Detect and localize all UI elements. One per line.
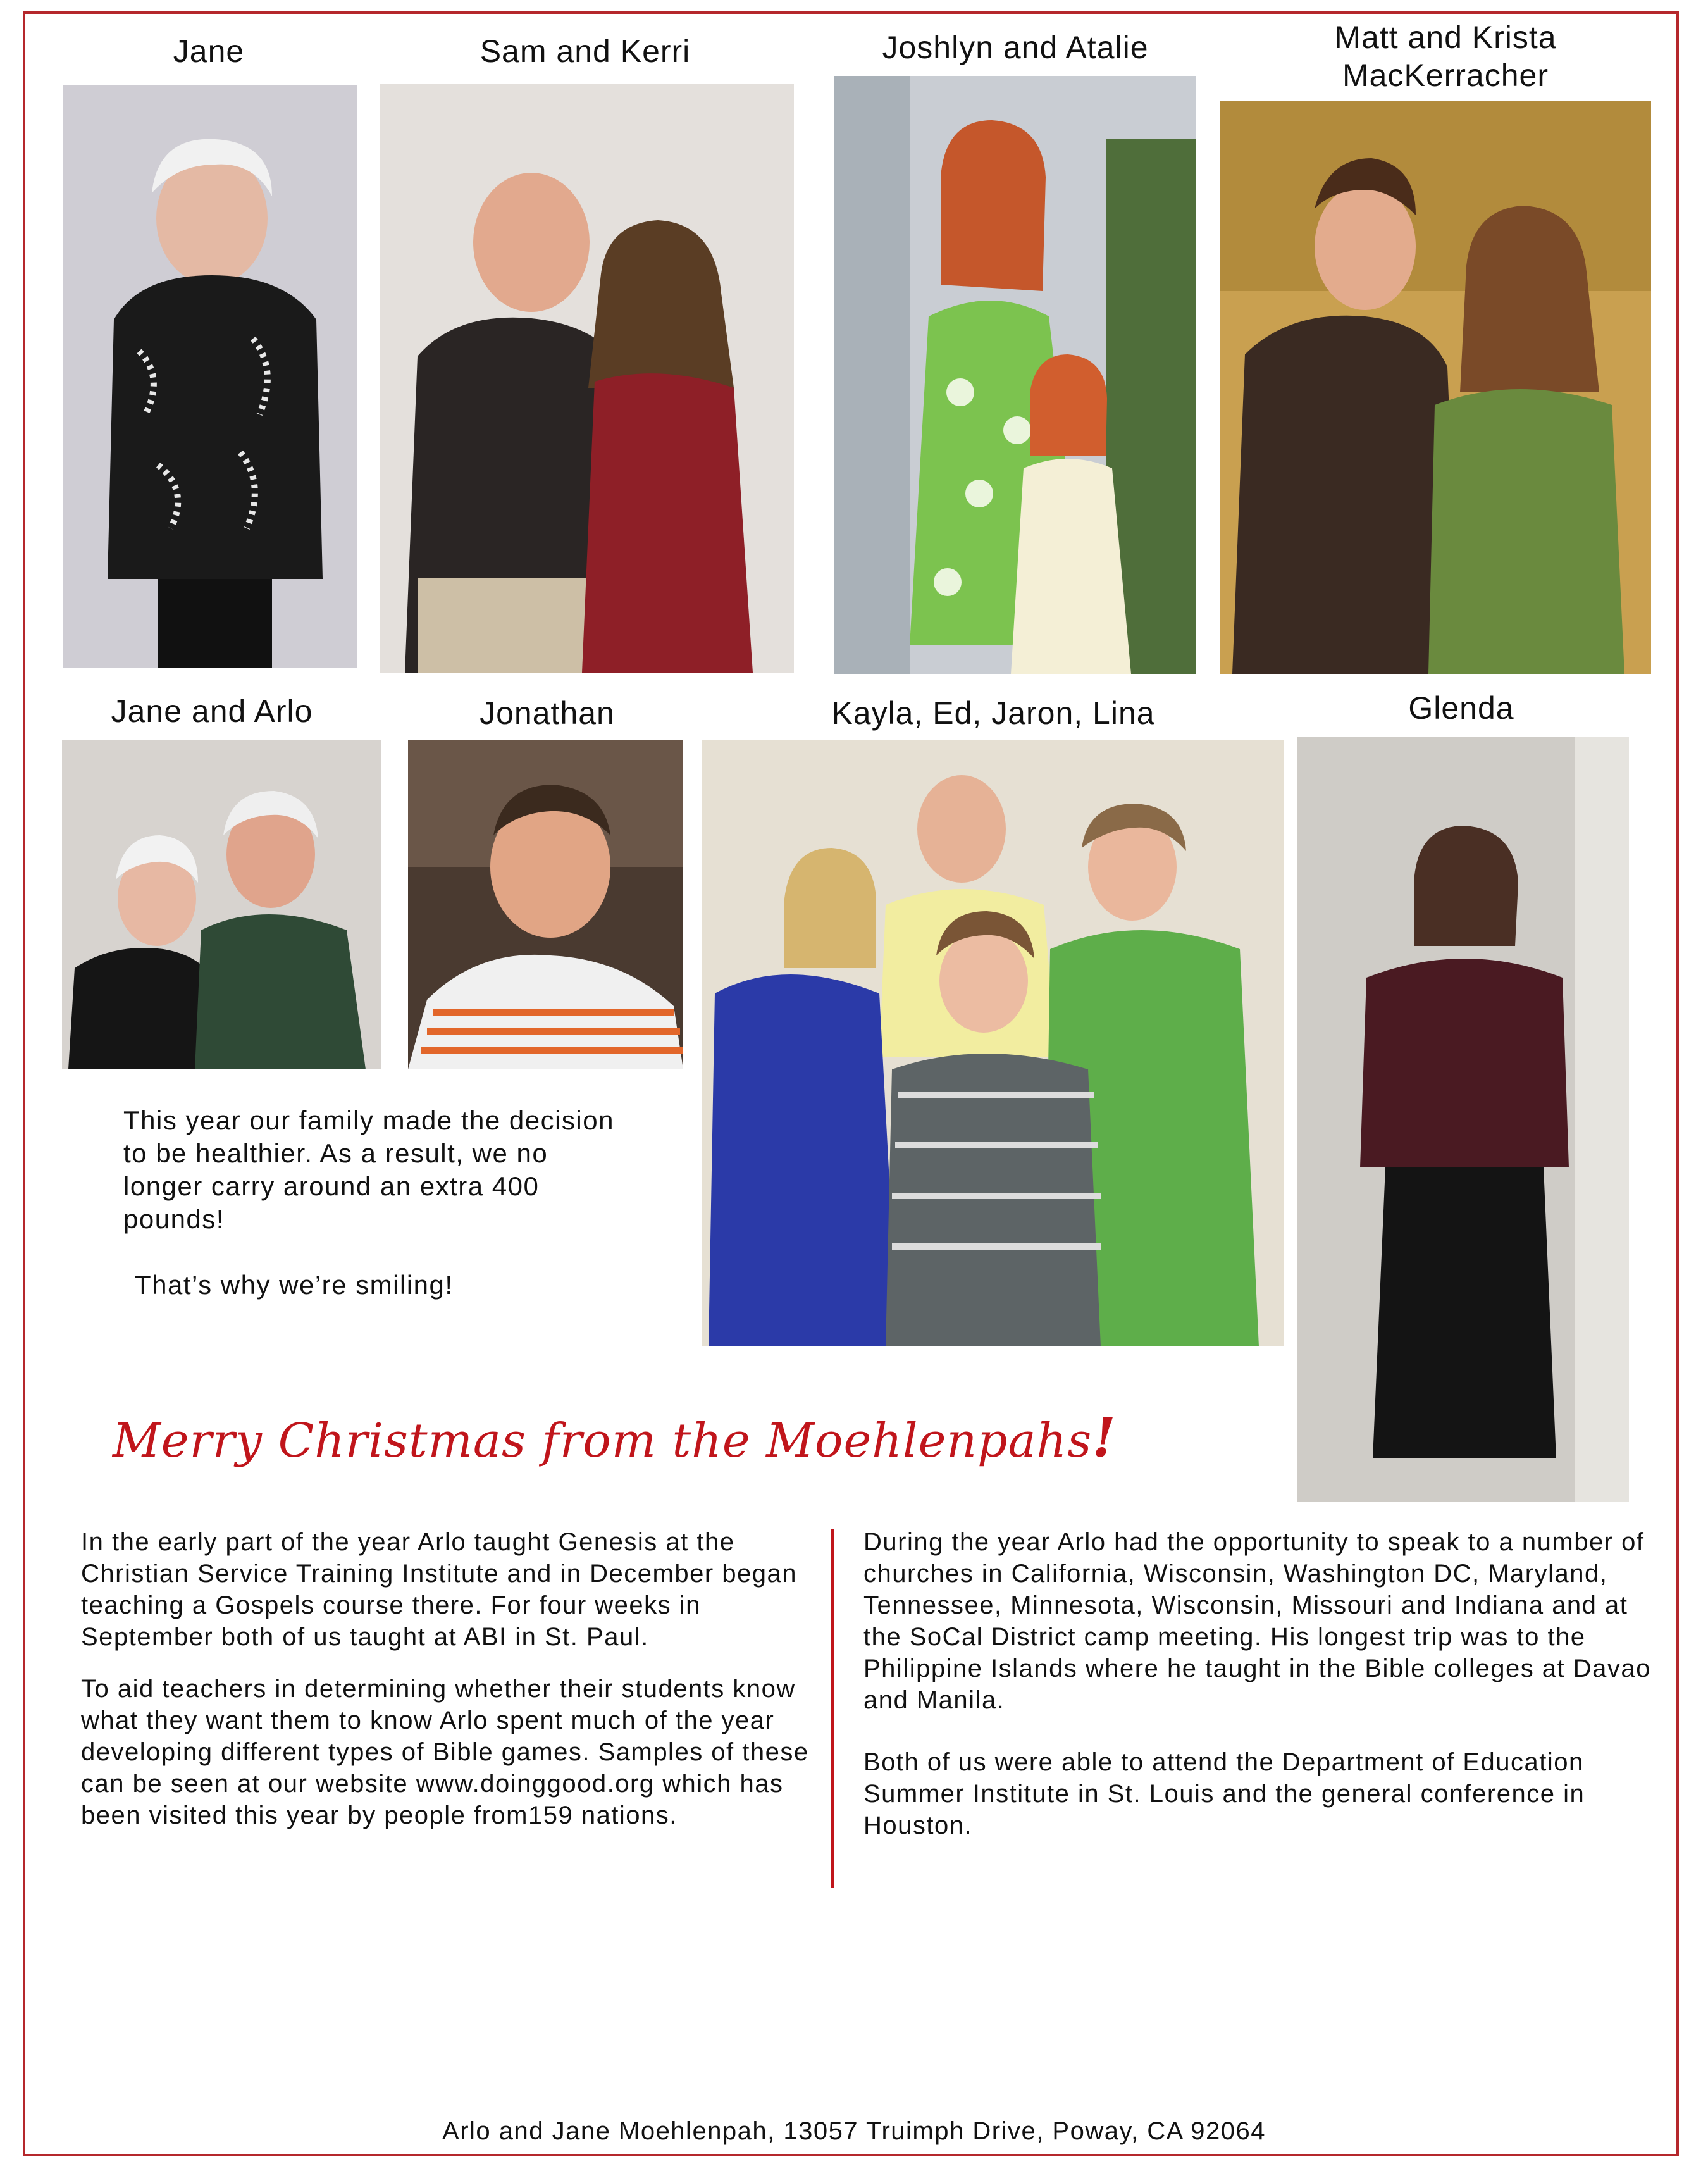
greeting-text: Merry Christmas from the Moehlenpahs xyxy=(113,1414,1092,1468)
photo-jane-arlo xyxy=(62,740,381,1069)
letter-right-p1: During the year Arlo had the opportunity to speak to a number of churches in California, Wisconsin, Washington DC, Maryland, Tennessee, Minnesota, Wisconsin, Missouri and Indiana and at the SoCal District camp meeting. His longest trip was to the Philippine Islands where he taught in the Bible colleges at Davao and Manila. xyxy=(863,1528,1651,1714)
letter-left-p1: In the early part of the year Arlo taught Genesis at the Christian Service Training Institute and in December began teaching a Gospels course there. For four weeks in September both of us taught at ABI in St. Paul. xyxy=(81,1528,797,1651)
column-divider xyxy=(831,1529,834,1888)
photo-sam-kerri xyxy=(380,84,794,673)
note-smile: That’s why we’re smiling! xyxy=(135,1270,454,1300)
caption-jonathan: Jonathan xyxy=(480,695,615,731)
photo-jonathan xyxy=(408,740,683,1069)
caption-matt-krista-line2: MacKerracher xyxy=(1342,58,1549,93)
caption-kayla-group: Kayla, Ed, Jaron, Lina xyxy=(831,695,1155,731)
caption-glenda: Glenda xyxy=(1408,690,1514,726)
photo-kayla-group xyxy=(702,740,1284,1346)
letter-left-column xyxy=(81,1526,837,1851)
note-paragraph: This year our family made the decision to be healthier. As a result, we no longer carry around an extra 400 pounds! xyxy=(123,1105,614,1234)
footer-address: Arlo and Jane Moehlenpah, 13057 Truimph Drive, Poway, CA 92064 xyxy=(442,2117,1266,2145)
caption-sam-kerri: Sam and Kerri xyxy=(480,34,691,69)
caption-jane: Jane xyxy=(173,34,245,69)
letter-right-column xyxy=(863,1526,1654,1862)
photo-matt-krista xyxy=(1220,101,1651,674)
caption-joshlyn-atalie: Joshlyn and Atalie xyxy=(882,30,1149,65)
photo-joshlyn-atalie xyxy=(834,76,1196,674)
family-note xyxy=(123,1104,629,1302)
photo-jane xyxy=(63,85,357,668)
greeting-title xyxy=(113,1406,1117,1470)
greeting-exclaim: ! xyxy=(1092,1406,1117,1470)
caption-jane-arlo: Jane and Arlo xyxy=(111,693,313,729)
photo-glenda xyxy=(1297,737,1629,1502)
caption-matt-krista-line1: Matt and Krista xyxy=(1334,20,1557,55)
letter-left-p2: To aid teachers in determining whether their students know what they want them to know Arlo spent much of the year developing different types of Bible games. Samples of these can be seen at our website www.doinggood.org which has been visited this year by people from159 nations. xyxy=(81,1675,809,1829)
letter-right-p2: Both of us were able to attend the Department of Education Summer Institute in St. Louis and the general conference in Houston. xyxy=(863,1748,1585,1839)
